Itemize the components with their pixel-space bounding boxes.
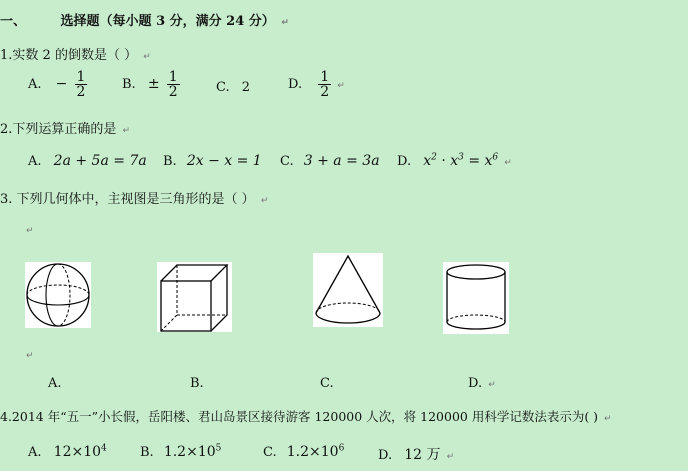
cone-slant-edges	[316, 256, 380, 313]
sphere-meridian-back	[58, 264, 70, 326]
base: x	[423, 153, 432, 169]
q4-option-b	[140, 444, 221, 460]
sphere-equator-front	[27, 295, 89, 305]
cylinder-top	[447, 265, 505, 279]
sphere-equator-back	[27, 285, 89, 295]
cube-top-face	[161, 265, 227, 281]
option-label: C.	[263, 445, 277, 460]
option-label: C.	[280, 154, 294, 169]
option-expression: 2x − x = 1	[186, 153, 262, 169]
option-label: C.	[216, 80, 230, 95]
exponent: 6	[492, 152, 499, 163]
blank-line	[24, 347, 34, 362]
cone-drawing	[313, 253, 383, 327]
denominator: 2	[320, 84, 330, 100]
blank-line	[24, 222, 34, 237]
cone-base-back	[316, 303, 380, 313]
figure-cylinder	[443, 262, 509, 334]
paragraph-mark: ↵	[143, 52, 151, 62]
option-expression: 3 + a = 3a	[303, 153, 380, 169]
q2-stem-text: 2.下列运算正确的是	[0, 122, 117, 137]
option-label: D.	[397, 154, 412, 169]
option-mantissa: 1.2×10	[163, 444, 216, 460]
paragraph-mark: ↵	[122, 126, 131, 136]
sphere-outline	[27, 264, 89, 326]
q3-stem-text: 3. 下列几何体中，主视图是三角形的是（ ）	[0, 192, 255, 207]
exponent: 2	[431, 152, 437, 163]
sphere-meridian-front	[46, 264, 58, 326]
section-number: 一、	[0, 14, 27, 29]
q1-option-c	[216, 80, 250, 95]
cube-side-face	[211, 265, 227, 331]
fraction	[75, 70, 88, 99]
option-sign: ±	[147, 76, 160, 92]
option-label: D.	[288, 77, 303, 92]
cylinder-drawing	[443, 262, 509, 334]
q4-stem-text: 4.2014 年“五一”小长假，岳阳楼、君山岛景区接待游客 120000 人次，将 120000 用科学记数法表示为( )	[0, 409, 599, 424]
option-label: B.	[122, 77, 136, 92]
section-heading	[0, 10, 289, 29]
paragraph-mark: ↵	[337, 81, 345, 91]
option-label: A.	[28, 445, 42, 460]
q1-option-b	[122, 70, 180, 99]
denominator: 2	[76, 84, 86, 100]
denominator: 2	[168, 84, 178, 100]
fraction	[318, 70, 331, 99]
question-4-stem	[0, 407, 612, 425]
paragraph-mark: ↵	[504, 158, 512, 168]
sphere-drawing	[25, 262, 91, 328]
cube-drawing	[157, 262, 232, 332]
option-label: B.	[163, 154, 177, 169]
question-1-stem	[0, 44, 151, 63]
figure-label-c: C.	[320, 376, 334, 391]
paragraph-mark: ↵	[260, 196, 269, 206]
q2-option-b	[163, 153, 262, 169]
option-expression: 2a + 5a = 7a	[53, 153, 147, 169]
exponent: 5	[215, 443, 222, 454]
operator: ·	[436, 153, 451, 169]
cube-hidden-edge	[161, 315, 177, 331]
cylinder-base-back	[447, 315, 505, 322]
paragraph-mark: ↵	[604, 414, 612, 424]
q2-option-a	[28, 153, 147, 169]
fraction	[167, 70, 180, 99]
q1-stem-text: 1.实数 2 的倒数是（ ）	[0, 48, 138, 63]
q1-option-a	[28, 70, 87, 99]
q4-option-a	[28, 444, 107, 460]
option-label: A.	[28, 77, 42, 92]
option-expression	[423, 153, 498, 169]
option-label: A.	[28, 154, 42, 169]
figure-label-b: B.	[190, 376, 204, 391]
option-mantissa: 1.2×10	[286, 444, 339, 460]
option-sign: −	[55, 76, 68, 92]
paragraph-mark: ↵	[26, 226, 34, 236]
question-2-stem	[0, 118, 130, 137]
paragraph-mark: ↵	[281, 18, 289, 28]
question-3-stem	[0, 188, 268, 207]
option-label: B.	[140, 445, 154, 460]
paragraph-mark: ↵	[446, 452, 455, 462]
section-title: 选择题（每小题 3 分，满分 24 分）	[60, 14, 275, 29]
q2-option-d	[397, 153, 512, 169]
paragraph-mark: ↵	[488, 380, 496, 390]
numerator: 1	[320, 69, 330, 85]
paragraph-mark: ↵	[26, 351, 34, 361]
option-label: D.	[378, 448, 393, 463]
cone-base-front	[316, 313, 380, 323]
figure-sphere	[25, 262, 91, 328]
exponent: 3	[458, 152, 464, 163]
figure-label-text: D.	[468, 376, 483, 391]
option-text: 2	[241, 80, 251, 95]
cylinder-base-front	[447, 322, 505, 329]
q4-option-d	[378, 444, 454, 464]
base: x	[484, 153, 493, 169]
option-text: 12 万	[404, 447, 441, 463]
numerator: 1	[168, 69, 178, 85]
figure-cube	[157, 262, 232, 332]
exponent: 4	[101, 443, 107, 454]
q1-option-d	[288, 70, 345, 99]
base: x	[450, 153, 459, 169]
figure-label-a: A.	[48, 376, 62, 391]
q4-option-c	[263, 444, 344, 460]
figure-label-d	[468, 376, 496, 391]
numerator: 1	[76, 69, 86, 85]
operator: =	[463, 153, 485, 169]
option-mantissa: 12×10	[53, 444, 102, 460]
figure-cone	[313, 253, 383, 327]
exponent: 6	[338, 443, 345, 454]
q2-option-c	[280, 153, 380, 169]
